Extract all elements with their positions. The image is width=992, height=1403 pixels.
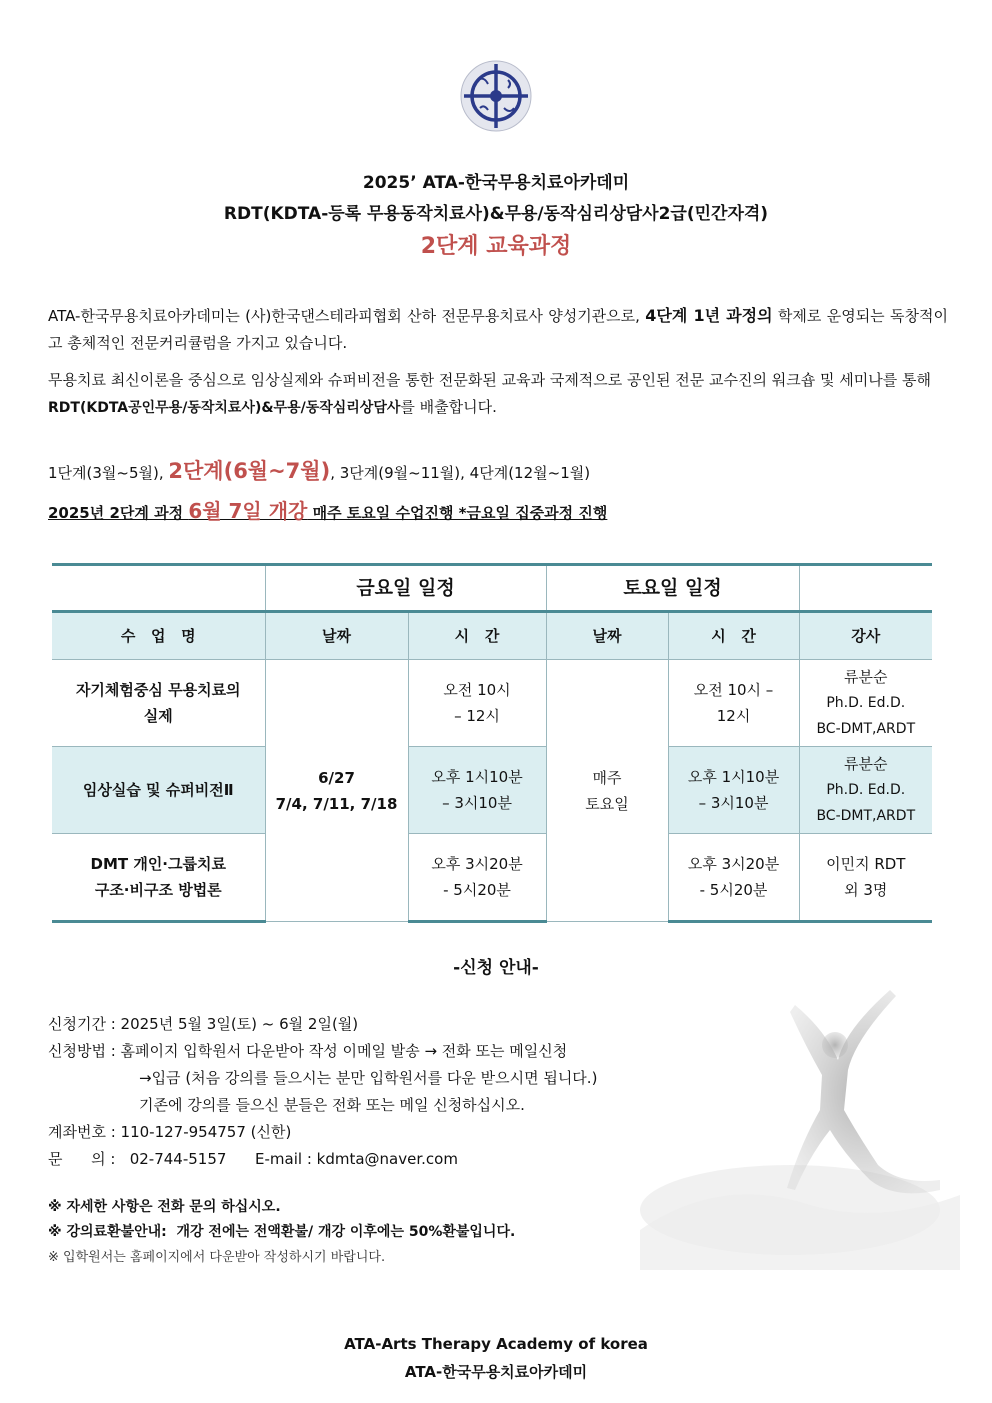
- saturday-time-cell: 오전 10시 – 12시: [668, 660, 799, 747]
- instructor-cell: 이민지 RDT 외 3명: [799, 834, 932, 922]
- column-header-row: [52, 612, 932, 660]
- table-row: [52, 660, 932, 747]
- empty-header-cell: [52, 565, 265, 612]
- stage-list: 1단계(3월~5월), 2단계(6월~7월), 3단계(9월~11월), 4단계(12월~1월): [48, 459, 591, 483]
- header-subject: 수 업 명: [52, 612, 265, 660]
- apply-method-1: 신청방법 : 홈페이지 입학원서 다운받아 작성 이메일 발송 → 전화 또는 메일신청: [48, 1042, 568, 1060]
- note-inquiry: ※ 자세한 사항은 전화 문의 하십시오.: [48, 1199, 281, 1215]
- header-fri-date: 날짜: [265, 612, 408, 660]
- academy-logo-icon: [458, 58, 534, 134]
- friday-time-cell: 오후 1시10분 – 3시10분: [408, 747, 546, 834]
- schedule-table: [52, 563, 932, 923]
- intro-paragraph-1: ATA-한국무용치료아카데미는 (사)한국댄스테라피협회 산하 전문무용치료사 양성기관으로, 4단계 1년 과정의 학제로 운영되는 독창적이고 총체적인 전문커리큘럼을 가지고 있습니다.: [48, 306, 948, 352]
- table-row: [52, 747, 932, 834]
- header-sat-date: 날짜: [546, 612, 668, 660]
- apply-section-title: -신청 안내-: [453, 958, 539, 978]
- schedule-title-row: [52, 565, 932, 612]
- header-sat-time: 시 간: [668, 612, 799, 660]
- subject-cell: 자기체험중심 무용치료의 실제: [52, 660, 265, 747]
- saturday-time-cell: 오후 1시10분 – 3시10분: [668, 747, 799, 834]
- apply-method-3: 기존에 강의를 들으신 분들은 전화 또는 메일 신청하십시오.: [139, 1096, 525, 1114]
- header-fri-time: 시 간: [408, 612, 546, 660]
- intro-paragraph-2: 무용치료 최신이론을 중심으로 임상실제와 슈퍼비전을 통한 전문화된 교육과 국제적으로 공인된 전문 교수진의 워크숍 및 세미나를 통해 RDT(KDTA공인무용/동작치료사)&무용/동작심리상담사를 배출합니다.: [48, 371, 931, 416]
- footer-line-1: ATA-Arts Therapy Academy of korea: [344, 1335, 648, 1353]
- title-line-1: 2025’ ATA-한국무용치료아카데미: [362, 173, 630, 193]
- subject-cell: 임상실습 및 슈퍼비전Ⅱ: [52, 747, 265, 834]
- friday-time-cell: 오전 10시 – 12시: [408, 660, 546, 747]
- empty-header-cell: [799, 565, 932, 612]
- contact-info: 문 의 : 02-744-5157 E-mail : kdmta@naver.com: [48, 1150, 458, 1168]
- table-row: [52, 834, 932, 922]
- saturday-date-cell: 매주 토요일: [546, 660, 668, 922]
- instructor-cell: 류분순 Ph.D. Ed.D. BC-DMT,ARDT: [799, 660, 932, 747]
- note-application: ※ 입학원서는 홈페이지에서 다운받아 작성하시기 바랍니다.: [48, 1250, 386, 1265]
- apply-period: 신청기간 : 2025년 5월 3일(토) ~ 6월 2일(월): [48, 1015, 359, 1033]
- friday-time-cell: 오후 3시20분 - 5시20분: [408, 834, 546, 922]
- saturday-time-cell: 오후 3시20분 - 5시20분: [668, 834, 799, 922]
- instructor-cell: 류분순 Ph.D. Ed.D. BC-DMT,ARDT: [799, 747, 932, 834]
- account-number: 계좌번호 : 110-127-954757 (신한): [48, 1123, 292, 1141]
- subject-cell: DMT 개인·그룹치료 구조·비구조 방법론: [52, 834, 265, 922]
- opening-notice: 2025년 2단계 과정 6월 7일 개강 매주 토요일 수업진행 *금요일 집중과정 진행: [48, 499, 608, 523]
- dancer-silhouette-icon: [640, 960, 960, 1270]
- friday-schedule-title: 금요일 일정: [265, 565, 546, 612]
- title-line-3: 2단계 교육과정: [420, 234, 572, 259]
- header-instructor: 강사: [799, 612, 932, 660]
- footer-line-2: ATA-한국무용치료아카데미: [404, 1363, 588, 1381]
- saturday-schedule-title: 토요일 일정: [546, 565, 799, 612]
- note-refund: ※ 강의료환불안내: 개강 전에는 전액환불/ 개강 이후에는 50%환불입니다.: [48, 1224, 516, 1240]
- apply-method-2: →입금 (처음 강의를 들으시는 분만 입학원서를 다운 받으시면 됩니다.): [139, 1069, 598, 1087]
- friday-date-cell: 6/27 7/4, 7/11, 7/18: [265, 660, 408, 922]
- title-line-2: RDT(KDTA-등록 무용동작치료사)&무용/동작심리상담사2급(민간자격): [223, 204, 769, 224]
